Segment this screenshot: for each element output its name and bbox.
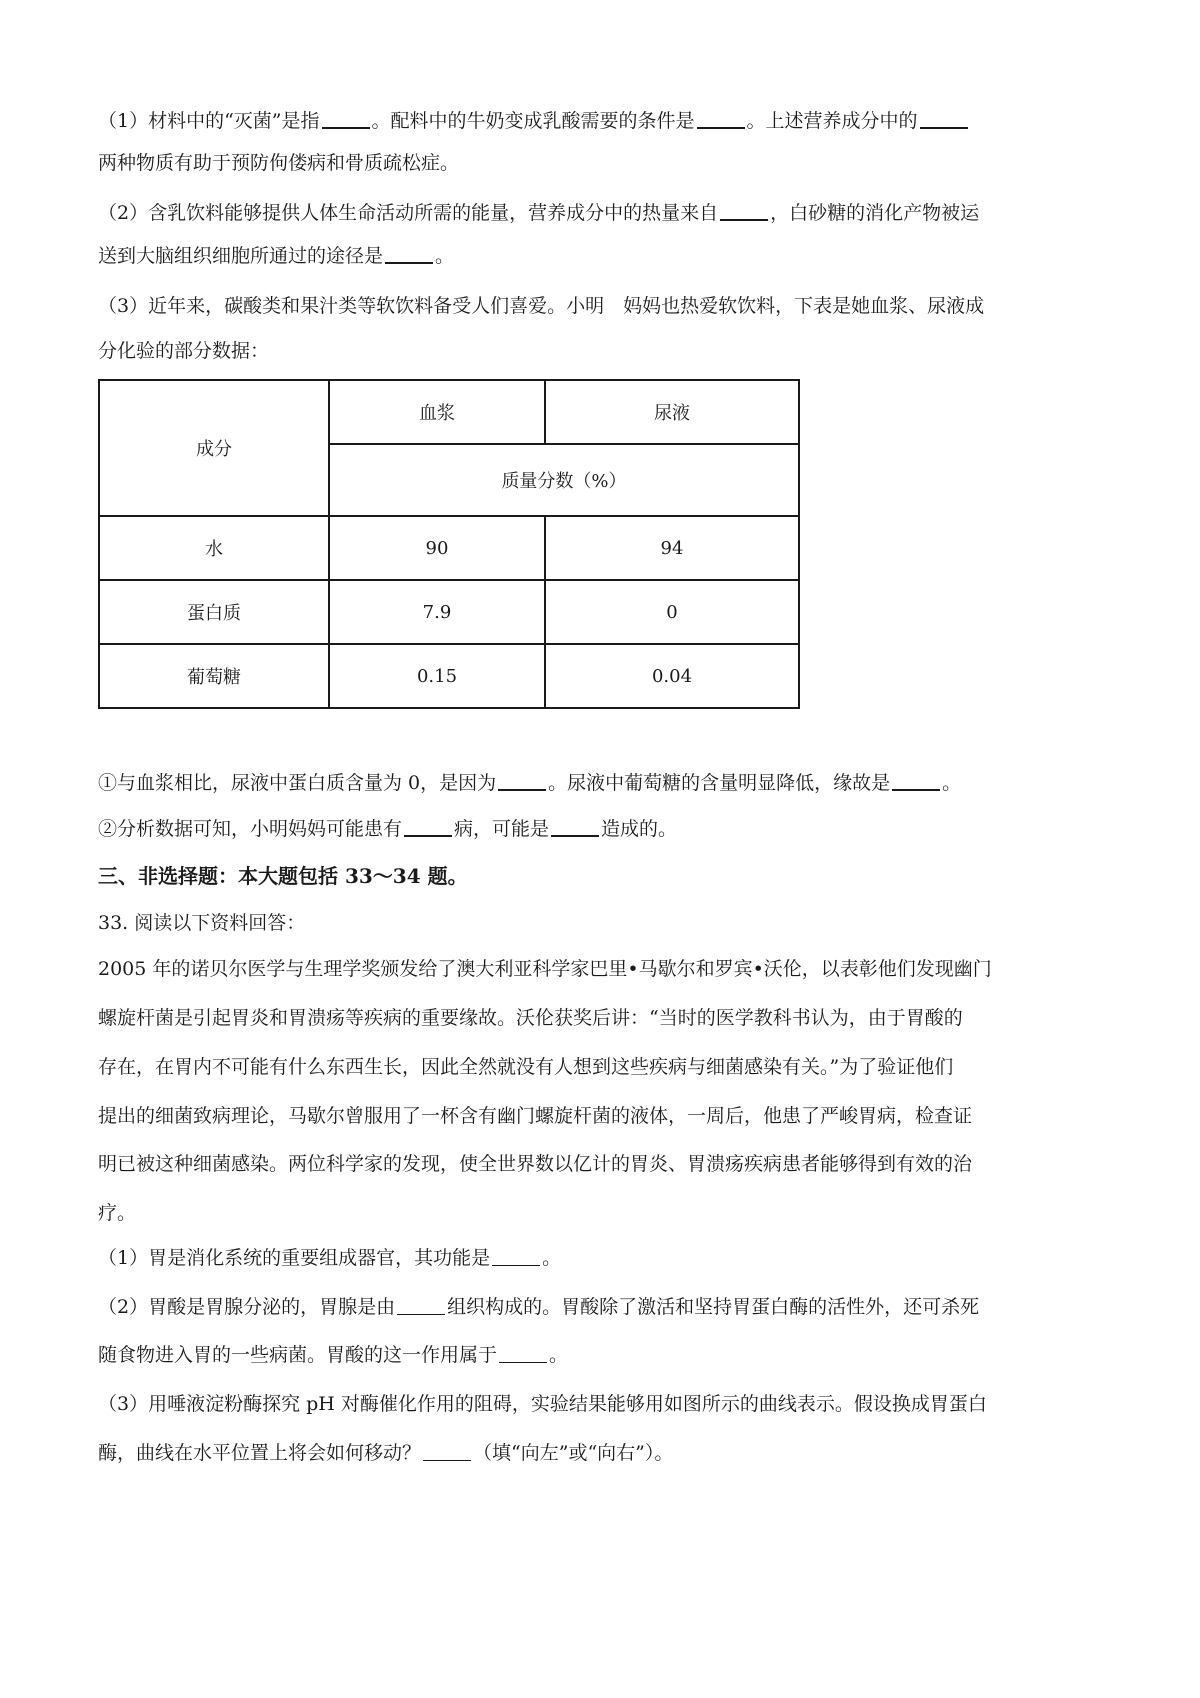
question-33-title: 33. 阅读以下资料回答： xyxy=(98,912,306,934)
table-cell-urine: 0 xyxy=(545,580,799,644)
question-3-line-2 xyxy=(98,337,1108,365)
text: （3）用唾液淀粉酶探究 pH 对酶催化作用的阻碍，实验结果能够用如图所示的曲线表示。假设换成胃蛋白 xyxy=(98,1393,987,1415)
text: 。配料中的牛奶变成乳酸需要的条件是 xyxy=(371,110,695,132)
text: ①与血浆相比，尿液中蛋白质含量为 0，是因为 xyxy=(98,772,497,794)
answer-blank[interactable] xyxy=(697,109,745,129)
text: 。 xyxy=(549,1344,569,1366)
question-3-line-1 xyxy=(98,292,1108,320)
q33-part-1 xyxy=(98,1244,1108,1272)
table-cell-plasma: 90 xyxy=(329,516,545,580)
passage-line: 疗。 xyxy=(98,1202,137,1224)
answer-blank[interactable] xyxy=(423,1442,471,1461)
text: 病，可能是 xyxy=(454,818,550,840)
text: 两种物质有助于预防佝偻病和骨质疏松症。 xyxy=(98,152,460,174)
q33-part-2-line-1 xyxy=(98,1293,1108,1321)
sub-question-1 xyxy=(98,769,1108,797)
answer-blank[interactable] xyxy=(720,201,768,221)
table-header-urine: 尿液 xyxy=(545,380,799,444)
text: （1）胃是消化系统的重要组成器官，其功能是 xyxy=(98,1247,491,1269)
text: ②分析数据可知，小明妈妈可能患有 xyxy=(98,818,403,840)
answer-blank[interactable] xyxy=(404,817,452,837)
question-2-line-2 xyxy=(98,242,1108,270)
text: （1）材料中的“灭菌”是指 xyxy=(98,110,320,132)
text: 。 xyxy=(942,772,962,794)
text: （3）近年来，碳酸类和果汁类等软饮料备受人们喜爱。小明 妈妈也热爱软饮料，下表是她血浆、尿液成 xyxy=(98,295,985,317)
text: 。 xyxy=(542,1247,562,1269)
passage-line: 提出的细菌致病理论，马歇尔曾服用了一杯含有幽门螺旋杆菌的液体，一周后，他患了严峻胃病，检查证 xyxy=(98,1105,973,1127)
answer-blank[interactable] xyxy=(499,1344,547,1363)
text: （2）含乳饮料能够提供人体生命活动所需的能量，营养成分中的热量来自 xyxy=(98,202,719,224)
passage-line: 螺旋杆菌是引起胃炎和胃溃疡等疾病的重要缘故。沃伦获奖后讲：“当时的医学教科书认为，由于胃酸的 xyxy=(98,1007,963,1029)
text: 随食物进入胃的一些病菌。胃酸的这一作用属于 xyxy=(98,1344,498,1366)
text: 。 xyxy=(435,245,455,267)
answer-blank[interactable] xyxy=(385,244,433,264)
question-2-line-1 xyxy=(98,199,1108,227)
q33-part-2-line-2 xyxy=(98,1341,1108,1369)
plasma-urine-table xyxy=(98,379,800,709)
table-header-unit: 质量分数（%） xyxy=(329,444,799,516)
answer-blank[interactable] xyxy=(551,817,599,837)
question-1-line-2 xyxy=(98,149,1108,177)
q33-part-3-line-2 xyxy=(98,1439,1108,1467)
table-cell-name: 蛋白质 xyxy=(99,580,329,644)
table-cell-plasma: 0.15 xyxy=(329,644,545,708)
section-heading: 三、非选择题：本大题包括 33～34 题。 xyxy=(98,864,468,888)
table-cell-name: 水 xyxy=(99,516,329,580)
q33-part-3-line-1 xyxy=(98,1390,1108,1418)
text: 组织构成的。胃酸除了激活和坚持胃蛋白酶的活性外，还可杀死 xyxy=(447,1296,980,1318)
passage-line: 2005 年的诺贝尔医学与生理学奖颁发给了澳大利亚科学家巴里•马歇尔和罗宾•沃伦，以表彰他们发现幽门 xyxy=(98,958,992,980)
table-cell-name: 葡萄糖 xyxy=(99,644,329,708)
text: 酶，曲线在水平位置上将会如何移动？ xyxy=(98,1442,422,1464)
passage-line: 明已被这种细菌感染。两位科学家的发现，使全世界数以亿计的胃炎、胃溃疡疾病患者能够得到有效的治 xyxy=(98,1153,973,1175)
text: （2）胃酸是胃腺分泌的，胃腺是由 xyxy=(98,1296,396,1318)
question-1-line-1 xyxy=(98,107,1108,135)
answer-blank[interactable] xyxy=(892,771,940,791)
sub-question-2 xyxy=(98,815,1108,843)
text: 分化验的部分数据： xyxy=(98,340,270,362)
text: ，白砂糖的消化产物被运 xyxy=(770,202,980,224)
table-cell-urine: 94 xyxy=(545,516,799,580)
answer-blank[interactable] xyxy=(920,109,968,129)
answer-blank[interactable] xyxy=(492,1247,540,1266)
table-header-plasma: 血浆 xyxy=(329,380,545,444)
text: 送到大脑组织细胞所通过的途径是 xyxy=(98,245,384,267)
answer-blank[interactable] xyxy=(397,1296,445,1315)
table-row xyxy=(99,516,799,580)
text: 。尿液中葡萄糖的含量明显降低，缘故是 xyxy=(548,772,891,794)
text: 造成的。 xyxy=(601,818,678,840)
answer-blank[interactable] xyxy=(498,771,546,791)
table-cell-urine: 0.04 xyxy=(545,644,799,708)
answer-blank[interactable] xyxy=(322,109,370,129)
table-header-ingredient: 成分 xyxy=(99,380,329,516)
table-row xyxy=(99,644,799,708)
passage-line: 存在，在胃内不可能有什么东西生长，因此全然就没有人想到这些疾病与细菌感染有关。”为了验证他们 xyxy=(98,1056,954,1078)
table-row xyxy=(99,580,799,644)
table-cell-plasma: 7.9 xyxy=(329,580,545,644)
text: 。上述营养成分中的 xyxy=(746,110,918,132)
text: （填“向左”或“向右”）。 xyxy=(473,1442,674,1464)
